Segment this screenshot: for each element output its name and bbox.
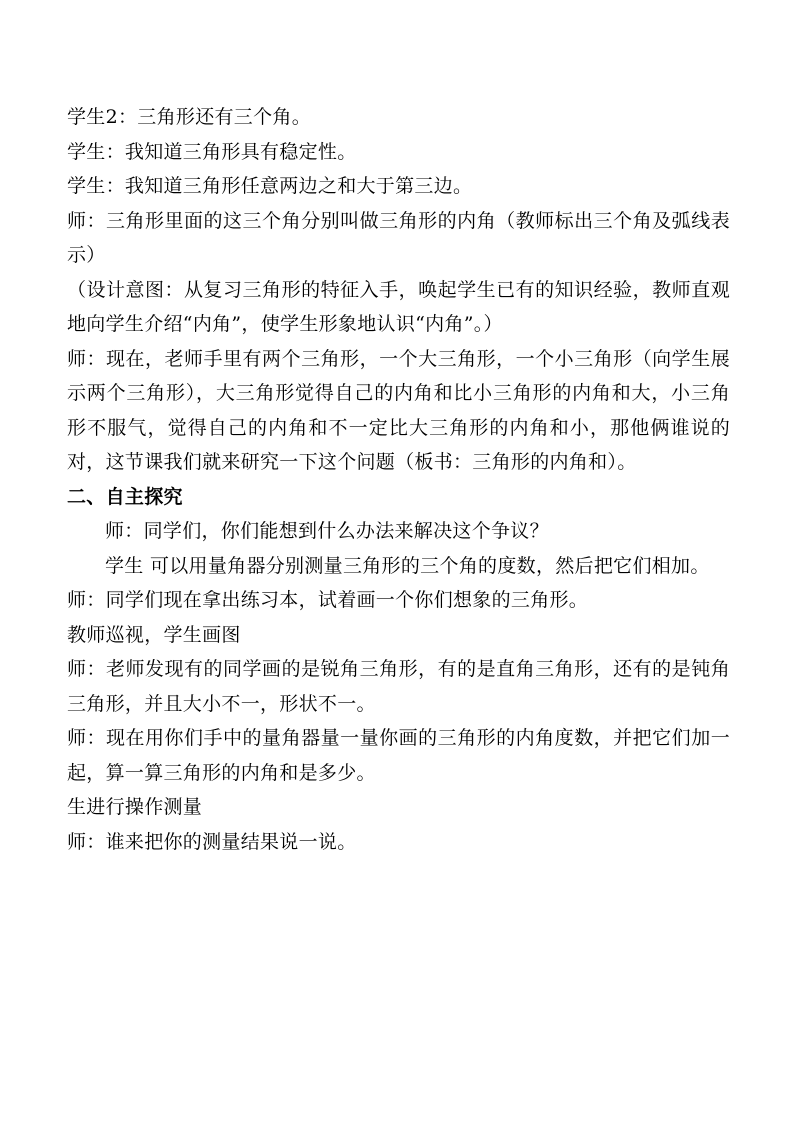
paragraph-teacher-results: 师：谁来把你的测量结果说一说。 bbox=[67, 830, 357, 853]
paragraph-student-operation: 生进行操作测量 bbox=[67, 796, 203, 818]
paragraph-student-protractor: 学生 可以用量角器分别测量三角形的三个角的度数，然后把它们相加。 bbox=[105, 554, 710, 577]
paragraph-teacher-measure: 师：现在用你们手中的量角器量一量你画的三角形的内角度数，并把它们加一起，算一算三角形的内角和是多少。 bbox=[67, 727, 730, 784]
paragraph-teacher-triangle-types: 师：老师发现有的同学画的是锐角三角形，有的是直角三角形，还有的是钝角三角形，并且大小不一，形状不一。 bbox=[67, 658, 730, 715]
document-body bbox=[67, 100, 730, 859]
paragraph-teacher-interior-angles: 师：三角形里面的这三个角分别叫做三角形的内角（教师标出三个角及弧线表示） bbox=[67, 209, 730, 266]
paragraph-teacher-draw: 师：同学们现在拿出练习本，试着画一个你们想象的三角形。 bbox=[67, 589, 589, 611]
paragraph-teacher-patrol: 教师巡视，学生画图 bbox=[67, 623, 241, 646]
paragraph-student-sides: 学生：我知道三角形任意两边之和大于第三边。 bbox=[67, 175, 473, 197]
paragraph-student2-angles: 学生2：三角形还有三个角。 bbox=[67, 106, 311, 128]
paragraph-teacher-question: 师：同学们，你们能想到什么办法来解决这个争议？ bbox=[105, 520, 549, 542]
paragraph-teacher-two-triangles: 师：现在，老师手里有两个三角形，一个大三角形，一个小三角形（向学生展示两个三角形），大三角形觉得自己的内角和比小三角形的内角和大，小三角形不服气，觉得自己的内角和不一定比大三角形的内角和小，那他俩谁说的对，这节课我们就来研究一下这个问题（板书：三角形的内角和）。 bbox=[67, 347, 730, 473]
section-heading-self-exploration: 二、自主探究 bbox=[67, 485, 183, 508]
paragraph-student-stability: 学生：我知道三角形具有稳定性。 bbox=[67, 140, 357, 163]
paragraph-design-intent: （设计意图：从复习三角形的特征入手，唤起学生已有的知识经验，教师直观地向学生介绍“内角”，使学生形象地认识“内角”。） bbox=[67, 278, 730, 335]
